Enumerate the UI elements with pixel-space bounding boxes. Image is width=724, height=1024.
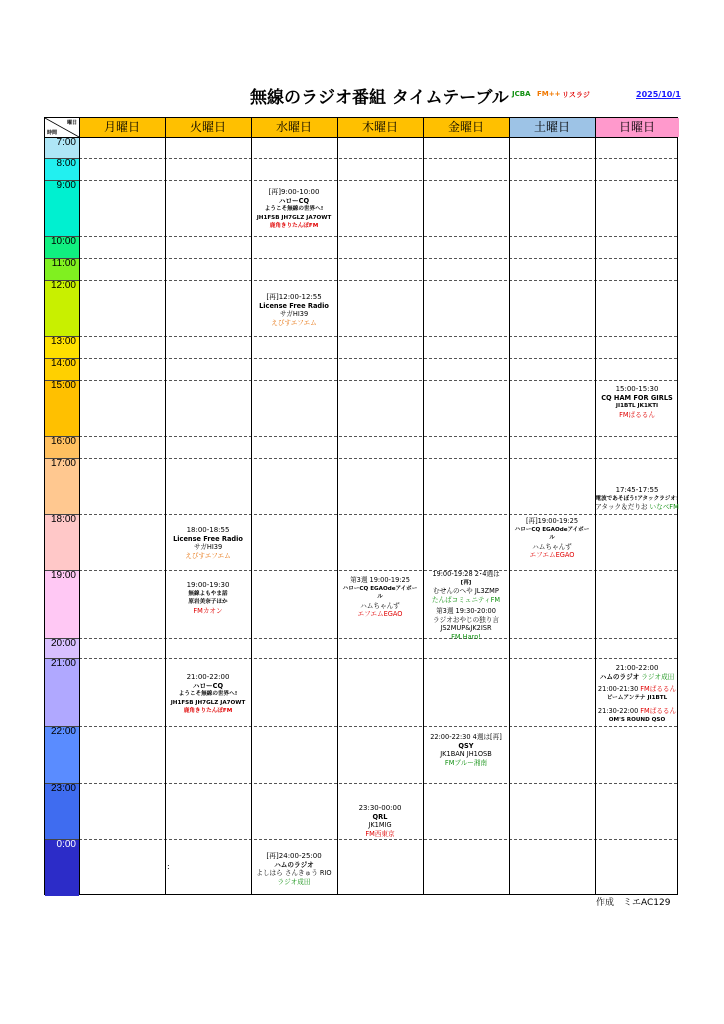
hour-cell <box>45 514 79 570</box>
program-sun-2100b <box>595 685 679 702</box>
hour-label: 20:00 <box>50 638 76 649</box>
corner-header <box>45 118 79 137</box>
program-line: アタック＆だりお <box>595 503 648 512</box>
day-header-wed: 水曜日 <box>251 118 337 137</box>
program-line: ル <box>549 535 555 542</box>
program-line: よしはら さんきゅう RIO <box>256 869 332 878</box>
program-line: FM Haro! <box>451 632 481 641</box>
column-divider <box>509 118 510 894</box>
timetable-grid <box>44 117 678 895</box>
program-line: ル <box>377 594 383 601</box>
program-line: [再] <box>460 579 472 586</box>
program-line: FM西東京 <box>365 829 395 838</box>
program-line <box>595 707 679 716</box>
row-divider <box>79 458 677 459</box>
program-fri-2200 <box>423 733 509 767</box>
program-line: JH1FSB JH7GLZ JA7OWT <box>170 699 246 706</box>
hour-label: 14:00 <box>50 358 76 369</box>
program-line: ハムちゃんず <box>360 601 400 610</box>
program-line: [再]19:00-19:25 <box>525 517 579 525</box>
column-divider <box>337 118 338 894</box>
hour-cell <box>45 458 79 514</box>
hour-cell <box>45 726 79 783</box>
hour-divider <box>45 458 79 459</box>
hour-cell <box>45 658 79 726</box>
program-line: 19:00-19:28 2･4週は <box>432 570 500 578</box>
program-line: むせんのへや JL3ZMP <box>433 587 499 596</box>
hour-cell <box>45 336 79 358</box>
row-divider <box>79 158 677 159</box>
hour-cell <box>45 137 79 158</box>
hour-divider <box>45 336 79 337</box>
program-line: たんばコミュニティFM <box>431 595 501 604</box>
hour-divider <box>45 726 79 727</box>
program-line: えびすエフエム <box>185 551 231 560</box>
hour-cell <box>45 436 79 458</box>
hour-label: 23:00 <box>50 783 76 794</box>
program-line: エフエムEGAO <box>357 610 403 619</box>
program-line: 第3週 19:30-20:00 <box>436 607 496 615</box>
hour-label: 21:00 <box>50 658 76 669</box>
row-divider <box>79 783 677 784</box>
hour-cell <box>45 570 79 638</box>
hour-divider <box>45 380 79 381</box>
program-line: JK1MIG <box>368 821 392 830</box>
program-sat-1800 <box>509 517 595 560</box>
program-line: JS2MUP&JK2ISR <box>440 624 492 633</box>
program-line: ハローCQ EGAOdeアイボー <box>342 585 418 592</box>
program-line: ハムのラジオ <box>274 860 314 869</box>
row-divider <box>79 236 677 237</box>
program-line: JH1FSB JH7GLZ JA7OWT <box>256 214 332 221</box>
hour-cell <box>45 280 79 336</box>
program-line: License Free Radio <box>173 534 243 543</box>
program-line: サガHI39 <box>193 543 223 552</box>
hour-label: 16:00 <box>50 436 76 447</box>
row-divider <box>79 658 677 659</box>
program-line: ハローCQ <box>278 196 310 205</box>
hour-cell <box>45 358 79 380</box>
program-line: ハムちゃんず <box>532 542 572 551</box>
program-line <box>595 673 679 682</box>
legend-fmpp: FM++ <box>537 90 561 98</box>
hour-label: 12:00 <box>50 280 76 291</box>
hour-label: 0:00 <box>56 839 76 850</box>
program-line: License Free Radio <box>259 301 329 310</box>
day-header-fri: 金曜日 <box>423 118 509 137</box>
legend-jcba: JCBA <box>512 90 531 98</box>
hour-divider <box>45 514 79 515</box>
corner-day-label: 曜日 <box>66 120 77 126</box>
program-line: [再]9:00-10:00 <box>268 188 320 196</box>
hour-divider <box>45 570 79 571</box>
program-line: QSY <box>458 741 474 750</box>
hour-label: 9:00 <box>56 180 76 191</box>
hour-divider <box>45 180 79 181</box>
hour-cell <box>45 638 79 658</box>
day-header-thu: 木曜日 <box>337 118 423 137</box>
hour-divider <box>45 638 79 639</box>
hour-cell <box>45 380 79 436</box>
program-tue-1800 <box>165 526 251 560</box>
hour-label: 19:00 <box>50 570 76 581</box>
program-line: 21:00-22:00 <box>615 664 659 672</box>
hour-cell <box>45 158 79 180</box>
hour-divider <box>45 783 79 784</box>
program-line: ハローCQ EGAOdeアイボー <box>514 526 590 533</box>
program-thu-1900 <box>337 576 423 619</box>
column-divider <box>79 118 80 894</box>
program-line: ビームアンテナ JI1BTL <box>606 694 668 701</box>
program-line: 23:30-00:00 <box>358 804 402 812</box>
column-divider <box>423 118 424 894</box>
program-line: エフエムEGAO <box>529 551 575 560</box>
hour-label: 11:00 <box>51 258 76 269</box>
program-sun-1500 <box>595 385 679 419</box>
program-line: 19:00-19:30 <box>186 581 230 589</box>
program-line: OM'S ROUND QSO <box>608 716 666 723</box>
date-link[interactable]: 2025/10/1 <box>636 90 681 99</box>
hour-divider <box>45 658 79 659</box>
program-line: 21:00-22:00 <box>186 673 230 681</box>
program-line: ラジオ成田 <box>277 877 311 886</box>
program-line: FMブルー湘南 <box>444 758 488 767</box>
program-wed-1200 <box>251 293 337 327</box>
hour-divider <box>45 436 79 437</box>
legend-risuraji: リスラジ <box>562 91 590 99</box>
hour-label: 18:00 <box>50 514 76 525</box>
program-sun-2100a <box>595 664 679 681</box>
program-line: [再]12:00-12:55 <box>266 293 322 301</box>
header-divider <box>45 137 677 138</box>
stray-mark: : <box>167 862 170 871</box>
program-thu-2330 <box>337 804 423 838</box>
program-fri-1900 <box>423 570 509 604</box>
row-divider <box>79 839 677 840</box>
program-line: 17:45-17:55 <box>615 486 659 494</box>
row-divider <box>79 726 677 727</box>
row-divider <box>79 336 677 337</box>
hour-label: 22:00 <box>50 726 76 737</box>
hour-divider <box>45 358 79 359</box>
hour-cell <box>45 180 79 236</box>
program-time: 21:30-22:00 <box>597 707 639 715</box>
program-line: JK1BAN JH1OSB <box>440 750 492 759</box>
hour-divider <box>45 236 79 237</box>
program-line: えびすエフエム <box>271 318 317 327</box>
row-divider <box>79 570 677 571</box>
program-wed-0000 <box>251 852 337 886</box>
hour-label: 8:00 <box>56 158 76 169</box>
program-line: ようこそ無線の世界へ! <box>178 691 238 698</box>
hour-cell <box>45 839 79 896</box>
hour-divider <box>45 839 79 840</box>
row-divider <box>79 380 677 381</box>
program-line: CQ HAM FOR GIRLS <box>601 393 673 402</box>
program-line: JI1BTL JK1KTI <box>615 403 659 410</box>
row-divider <box>79 436 677 437</box>
program-line: 電波であそぼう!アタックラジオ! <box>595 495 679 502</box>
day-header-mon: 月曜日 <box>79 118 165 137</box>
program-station: FMぱるるん <box>640 707 677 715</box>
program-line <box>595 503 679 512</box>
program-line: 15:00-15:30 <box>615 385 659 393</box>
program-line: ラジオおやじの独り言 <box>433 615 499 624</box>
hour-label: 7:00 <box>56 137 76 148</box>
program-line: 22:00-22:30 4週は[再] <box>430 733 502 741</box>
program-sun-1745 <box>595 486 679 512</box>
program-line: FMぱるるん <box>619 410 655 419</box>
program-time: 21:00-21:30 <box>597 685 639 693</box>
program-tue-1900 <box>165 581 251 615</box>
day-header-sat: 土曜日 <box>509 118 595 137</box>
program-sun-2100c <box>595 707 679 724</box>
row-divider <box>79 358 677 359</box>
hour-cell <box>45 236 79 258</box>
program-station: FMぱるるん <box>640 685 677 693</box>
program-line: 18:00-18:55 <box>186 526 230 534</box>
column-divider <box>165 118 166 894</box>
program-line: ようこそ無線の世界へ! <box>264 206 324 213</box>
day-header-tue: 火曜日 <box>165 118 251 137</box>
row-divider <box>79 258 677 259</box>
hour-cell <box>45 258 79 280</box>
program-line: ラジオ成田 <box>641 672 675 681</box>
hour-label: 13:00 <box>50 336 76 347</box>
program-line: [再]24:00-25:00 <box>266 852 322 860</box>
row-divider <box>79 180 677 181</box>
program-tue-2100 <box>165 673 251 716</box>
program-line: 鹿角きりたんぽFM <box>269 223 319 230</box>
footer-credit: 作成 ミエAC129 <box>596 898 671 908</box>
hour-cell <box>45 783 79 839</box>
program-line: FMカオン <box>193 606 223 615</box>
program-fri-1930 <box>423 607 509 641</box>
hour-divider <box>45 158 79 159</box>
program-line: 第3週 19:00-19:25 <box>350 576 410 584</box>
program-line: 鹿角きりたんぽFM <box>183 708 233 715</box>
program-line: いなべFM <box>649 503 679 512</box>
program-line: 原岩美奈子ほか <box>188 599 228 606</box>
column-divider <box>251 118 252 894</box>
program-line: 無線よもやま話 <box>188 590 228 597</box>
hour-label: 10:00 <box>50 236 76 247</box>
hour-label: 15:00 <box>50 380 76 391</box>
hour-divider <box>45 258 79 259</box>
program-line: ハムのラジオ <box>599 672 640 681</box>
hour-divider <box>45 280 79 281</box>
program-line <box>595 685 679 694</box>
row-divider <box>79 280 677 281</box>
row-divider <box>79 638 677 639</box>
program-line: サガHI39 <box>279 310 309 319</box>
program-line: QRL <box>372 812 388 821</box>
corner-time-label: 時間 <box>47 130 58 136</box>
program-wed-0900 <box>251 188 337 231</box>
row-divider <box>79 514 677 515</box>
program-line: ハローCQ <box>192 681 224 690</box>
hour-label: 17:00 <box>50 458 76 469</box>
page-title: 無線のラジオ番組 タイムテーブル <box>250 88 509 108</box>
day-header-sun: 日曜日 <box>595 118 679 137</box>
